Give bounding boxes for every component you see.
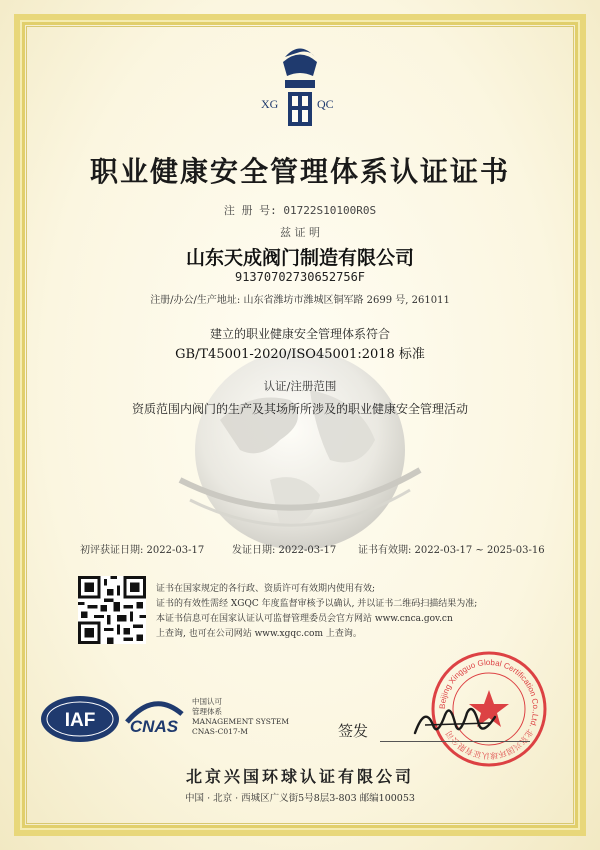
company-name: 山东天成阀门制造有限公司 (185, 247, 414, 269)
validity-period: 证书有效期: 2022-03-17 ~ 2025-03-16 (358, 545, 545, 556)
company-address: 注册/办公/生产地址: 山东省潍坊市潍城区铜军路 2699 号, 261011 (150, 295, 450, 306)
initial-certification-date: 初评获证日期: 2022-03-17 (80, 545, 205, 556)
certificate-notes (156, 582, 477, 642)
note-line: 证书的有效性需经 XGQC 年度监督审核予以确认, 并以证书二维码扫描结果为准; (156, 599, 478, 609)
globe-watermark-icon (160, 330, 440, 570)
iaf-label: IAF (64, 710, 96, 731)
registration-number: 注 册 号: 01722S10100R0S (223, 204, 377, 217)
scope-text: 资质范围内阀门的生产及其场所所涉及的职业健康安全管理活动 (131, 402, 468, 416)
accreditation-line: CNAS-C017-M (192, 727, 248, 736)
accreditation-line: MANAGEMENT SYSTEM (192, 717, 290, 726)
seal-text: Beijing Xingguo Global Certification Co.,Ltd. 北京兴国环球认证有限公司 (437, 657, 541, 761)
logo-right-text: QC (317, 97, 334, 111)
torch-logo-icon (255, 42, 345, 132)
note-line: 本证书信息可在国家认证认可监督管理委员会官方网站 www.cnca.gov.cn (156, 614, 453, 624)
certify-text: 兹 证 明 (280, 226, 320, 239)
issue-label: 签发 (338, 722, 369, 740)
note-line: 证书在国家规定的各行政、资质许可有效期内使用有效; (156, 584, 376, 594)
issuer-address: 中国 · 北京 · 西城区广义街5号8层3-803 邮编100053 (185, 793, 415, 804)
issuer-name: 北京兴国环球认证有限公司 (185, 767, 414, 786)
accreditation-line: 管理体系 (192, 707, 222, 716)
standard-text: GB/T45001-2020/ISO45001:2018 标准 (175, 347, 425, 362)
cnas-label: CNAS (129, 717, 179, 736)
cnas-logo-icon (122, 694, 187, 744)
certificate-title: 职业健康安全管理体系认证证书 (89, 155, 510, 188)
conformity-statement: 建立的职业健康安全管理体系符合 (209, 327, 390, 341)
qr-code-icon[interactable] (78, 576, 146, 644)
note-line: 上查询, 也可在公司网站 www.xgqc.com 上查询。 (156, 629, 362, 639)
logo-left-text: XG (261, 97, 279, 111)
signature-icon (395, 695, 515, 745)
credit-code: 91370702730652756F (234, 270, 366, 284)
issue-date: 发证日期: 2022-03-17 (232, 545, 337, 556)
accreditation-line: 中国认可 (192, 697, 222, 706)
accreditation-text (192, 697, 289, 737)
scope-label: 认证/注册范围 (263, 379, 337, 393)
iaf-logo-icon (40, 695, 120, 743)
